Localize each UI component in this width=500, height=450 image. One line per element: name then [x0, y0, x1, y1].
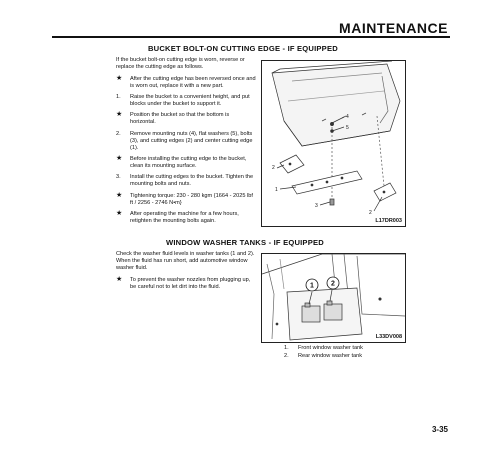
item-text: After operating the machine for a few hours, retighten the mounting bolts again.: [130, 210, 239, 224]
callout-5: 5: [346, 125, 349, 131]
item-marker: ★: [116, 209, 123, 217]
item-marker: 3.: [116, 174, 121, 181]
page-number: 3-35: [431, 425, 448, 434]
header-rule: [52, 36, 450, 38]
item-marker: ★: [116, 275, 123, 283]
bucket-cutting-edge-figure: [261, 60, 406, 227]
list-item: [116, 76, 256, 90]
item-marker: ★: [116, 154, 123, 162]
item-text: To prevent the washer nozzles from plugging up, be careful not to let dirt into the fluid.: [130, 276, 251, 290]
item-marker: ★: [116, 191, 123, 199]
caption-row: [284, 345, 363, 353]
item-text: Raise the bucket to a convenient height, and put blocks under the bucket to support it.: [130, 94, 250, 108]
item-marker: ★: [116, 111, 123, 119]
washer-tanks-illustration: [262, 254, 405, 342]
item-marker: 1.: [116, 94, 121, 101]
washer-instructions: [116, 251, 256, 295]
washer-figure-captions: [284, 345, 363, 360]
list-item: [116, 94, 256, 108]
item-text: Position the bucket so that the bottom is horizontal.: [130, 112, 230, 126]
bucket-intro: If the bucket bolt-on cutting edge is worn, reverse or replace the cutting edge as follows.: [116, 57, 245, 70]
item-marker: 2.: [116, 130, 121, 137]
item-text: Install the cutting edges to the bucket. Tighten the mounting bolts and nuts.: [130, 174, 254, 188]
caption-number: 2.: [284, 352, 289, 359]
callout-2-right: 2: [369, 210, 372, 216]
list-item: [116, 277, 256, 291]
callout-4: 4: [346, 114, 349, 120]
list-item: [116, 193, 256, 207]
callout-2-left: 2: [272, 165, 275, 171]
item-text: After the cutting edge has been reversed once and is worn out, replace it with a new part.: [130, 75, 256, 89]
washer-tanks-figure: [261, 253, 406, 343]
item-text: Before installing the cutting edge to the bucket, clean its mounting surface.: [130, 155, 247, 169]
caption-text: Rear window washer tank: [298, 352, 363, 359]
list-item: [116, 131, 256, 152]
item-marker: ★: [116, 74, 123, 82]
section-title-washer: WINDOW WASHER TANKS - IF EQUIPPED: [166, 238, 324, 247]
caption-row: [284, 353, 363, 361]
washer-intro: Check the washer fluid levels in washer tanks (1 and 2). When the fluid has run short, add automotive window washer fluid.: [116, 251, 255, 271]
callout-1: 1: [275, 187, 278, 193]
list-item: [116, 112, 256, 126]
list-item: [116, 211, 256, 225]
caption-text: Front window washer tank: [298, 345, 363, 351]
caption-number: 1.: [284, 345, 289, 351]
bucket-instructions: [116, 57, 256, 229]
figure-code: L33DV008: [375, 334, 402, 340]
figure-code: L17DR003: [375, 218, 402, 224]
section-title-bucket: BUCKET BOLT-ON CUTTING EDGE - IF EQUIPPED: [148, 44, 338, 53]
callout-3: 3: [315, 203, 318, 209]
list-item: [116, 174, 256, 188]
callout-front-tank: 1: [310, 282, 314, 290]
bucket-illustration: [262, 61, 405, 226]
list-item: [116, 156, 256, 170]
section-heading: MAINTENANCE: [339, 20, 448, 36]
item-text: Tightening torque: 230 - 280 kgm {1664 - 2025 lbf ft / 2256 - 2746 N•m}: [130, 192, 253, 206]
item-text: Remove mounting nuts (4), flat washers (5), bolts (3), and cutting edges (2) and center cutting edge (1).: [130, 130, 253, 151]
callout-rear-tank: 2: [331, 280, 335, 288]
